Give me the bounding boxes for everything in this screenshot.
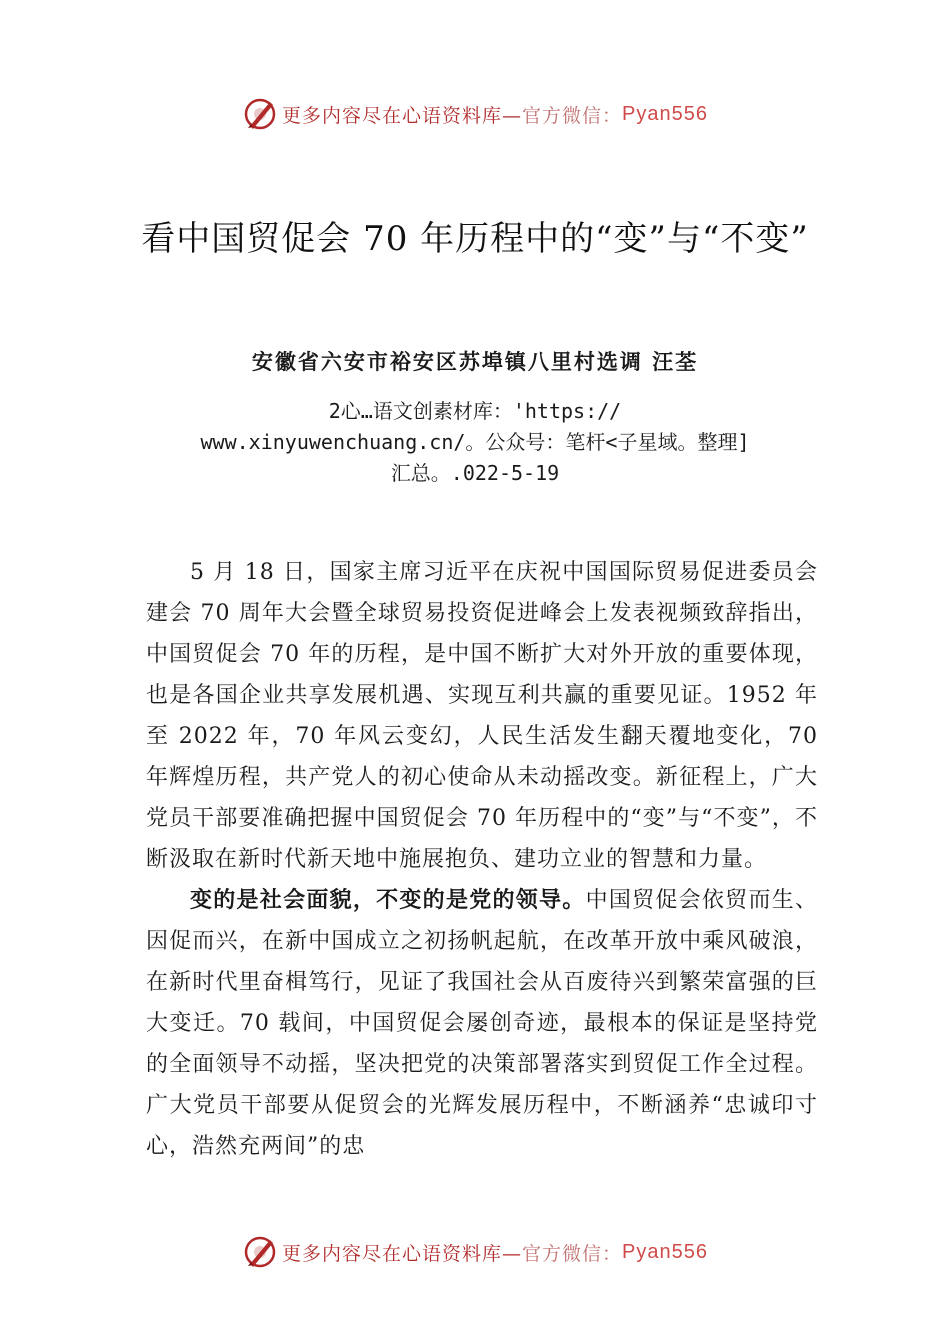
banner-text: 更多内容尽在心语资料库— <box>282 104 523 127</box>
source-note <box>150 396 800 489</box>
article-body <box>146 552 818 1167</box>
banner-wechat-label: 官方微信： <box>522 1242 623 1265</box>
source-line-1: 2心…语文创素材库：'https:// <box>328 399 622 423</box>
pen-logo-icon <box>242 1234 278 1270</box>
source-line-3: 汇总。.022-5-19 <box>390 461 560 485</box>
banner-wechat-id: Pyan556 <box>622 1240 708 1263</box>
paragraph-2-lead: 变的是社会面貌，不变的是党的领导。 <box>190 887 586 913</box>
author-line: 安徽省六安市裕安区苏埠镇八里村选调 汪荃 <box>251 349 699 374</box>
page-title: 看中国贸促会 70 年历程中的“变”与“不变” <box>141 219 809 259</box>
banner-wechat-id: Pyan556 <box>622 102 708 125</box>
paragraph-1: 5 月 18 日，国家主席习近平在庆祝中国国际贸易促进委员会建会 70 周年大会暨全球贸易投资促进峰会上发表视频致辞指出，中国贸促会 70 年的历程，是中国不断扩大对外开放的重要体现，也是各国企业共享发展机遇、实现互利共赢的重要见证。1952 年至 2022 年，70 年风云变幻，人民生活发生翻天覆地变化，70 年辉煌历程，共产党人的初心使命从未动摇改变。新征程上，广大党员干部要准确把握中国贸促会 70 年历程中的“变”与“不变”，不断汲取在新时代新天地中施展抱负、建功立业的智慧和力量。 <box>146 560 818 872</box>
footer-banner <box>0 1234 950 1270</box>
header-banner <box>0 96 950 132</box>
source-line-2: www.xinyuwenchuang.cn/。公众号：笔杆<子星域。整理] <box>200 430 750 454</box>
banner-text: 更多内容尽在心语资料库— <box>282 1242 523 1265</box>
paragraph-2-text: 中国贸促会依贸而生、因促而兴，在新中国成立之初扬帆起航，在改革开放中乘风破浪，在新时代里奋楫笃行，见证了我国社会从百废待兴到繁荣富强的巨大变迁。70 载间，中国贸促会屡创奇迹，最根本的保证是坚持党的全面领导不动摇，坚决把党的决策部署落实到贸促工作全过程。广大党员干部要从促贸会的光辉发展历程中，不断涵养“忠诚印寸心，浩然充两间”的忠 <box>146 888 818 1159</box>
pen-logo-icon <box>242 96 278 132</box>
banner-wechat-label: 官方微信： <box>522 104 623 127</box>
paragraph-2 <box>146 880 818 1167</box>
